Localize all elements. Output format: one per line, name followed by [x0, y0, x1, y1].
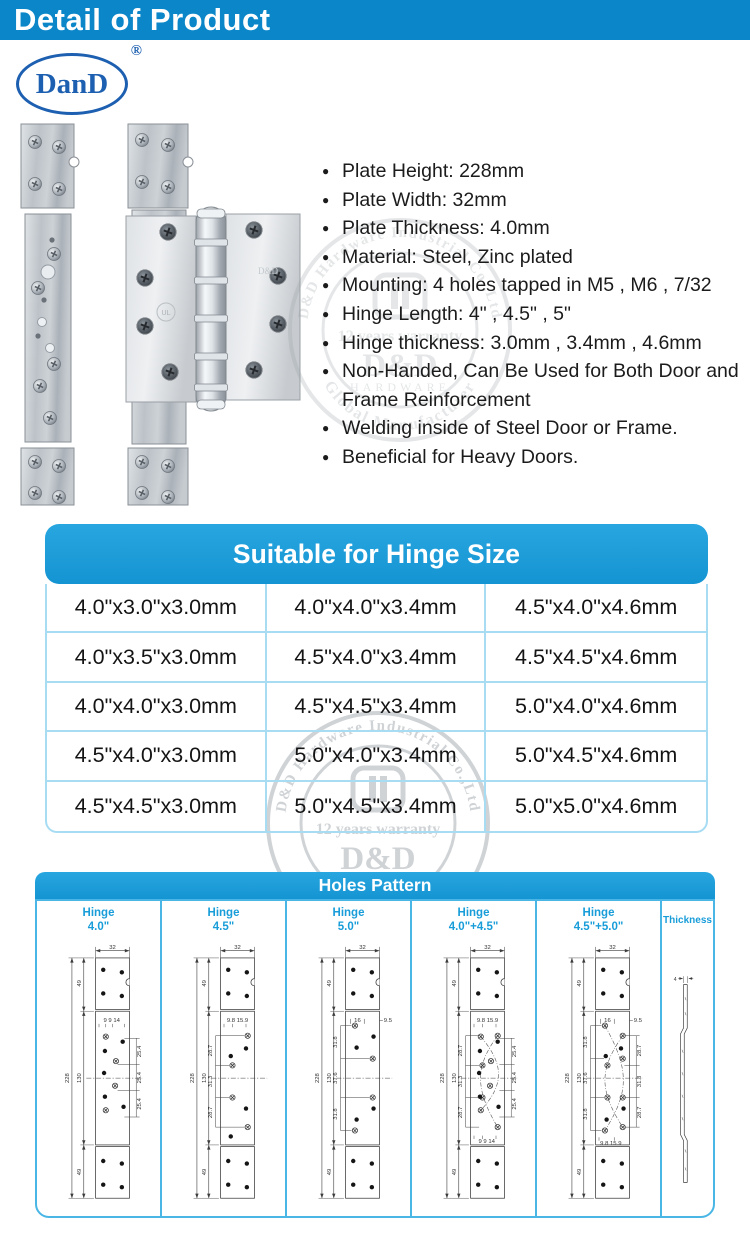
hinge-assembly-photo	[118, 122, 308, 507]
spec-text: Welding inside of Steel Door or Frame.	[342, 417, 678, 440]
size-cell: 4.5"x4.5"x4.6mm	[486, 633, 706, 682]
brand-name: DanD	[35, 67, 109, 100]
svg-text:25.4: 25.4	[136, 1045, 143, 1058]
svg-text:37.6: 37.6	[582, 1072, 589, 1084]
spec-text: Hinge thickness: 3.0mm , 3.4mm , 4.6mm	[342, 331, 702, 354]
thickness-profile-diagram	[667, 941, 709, 1205]
hinge-barrel	[196, 207, 226, 411]
spec-item	[322, 357, 748, 414]
holes-pattern-panel	[35, 899, 715, 1218]
bullet-icon: ●	[322, 306, 330, 321]
spec-text: Non-Handed, Can Be Used for Both Door and Frame Reinforcement	[342, 360, 739, 411]
size-cell: 4.5"x4.0"x4.6mm	[486, 584, 706, 633]
svg-text:9.5: 9.5	[383, 1018, 392, 1025]
col-size: 4.5"	[212, 921, 235, 933]
svg-text:31.3: 31.3	[457, 1075, 464, 1088]
svg-text:9.8 15.9: 9.8 15.9	[226, 1018, 248, 1025]
spec-item	[322, 214, 748, 243]
bullet-icon: ●	[322, 335, 330, 350]
svg-text:25.4: 25.4	[136, 1098, 143, 1110]
drilling-diagram	[546, 941, 652, 1205]
svg-text:31.8: 31.8	[332, 1108, 339, 1120]
col-size: 4.0"	[87, 921, 110, 933]
size-cell: 5.0"x4.0"x4.6mm	[486, 683, 706, 732]
registered-mark: ®	[130, 43, 142, 59]
svg-text:31.8: 31.8	[582, 1108, 589, 1120]
svg-text:25.4: 25.4	[511, 1071, 518, 1084]
size-table-title: Suitable for Hinge Size	[45, 524, 708, 584]
spec-text: Beneficial for Heavy Doors.	[342, 445, 579, 468]
ul-mark-text: UL	[161, 310, 171, 317]
spec-item	[322, 243, 748, 272]
svg-text:9 9 14: 9 9 14	[477, 1139, 495, 1146]
svg-text:4: 4	[673, 976, 677, 983]
spec-text: Hinge Length: 4" , 4.5" , 5"	[342, 302, 571, 325]
bullet-icon: ●	[322, 221, 330, 236]
size-cell: 5.0"x4.0"x3.4mm	[267, 732, 487, 781]
hinge-right-leaf	[226, 214, 300, 400]
col-size: 4.5"+5.0"	[573, 921, 624, 933]
svg-text:16: 16	[353, 1018, 361, 1025]
col-label: Hinge	[332, 907, 365, 919]
svg-text:25.4: 25.4	[511, 1045, 518, 1058]
svg-text:25.4: 25.4	[136, 1071, 143, 1084]
svg-text:16: 16	[603, 1018, 611, 1025]
svg-text:9.8 15.9: 9.8 15.9	[599, 1140, 622, 1147]
hinge-stamp-text: D&D	[258, 266, 278, 276]
col-label: Thickness	[663, 915, 712, 926]
svg-text:28.7: 28.7	[457, 1106, 464, 1119]
drilling-diagram	[421, 941, 527, 1205]
page-title: Detail of Product	[0, 0, 750, 40]
holes-col-hinge-5.0	[287, 901, 412, 1216]
spec-text: Plate Height: 228mm	[342, 160, 525, 182]
size-cell: 4.0"x4.0"x3.4mm	[267, 584, 487, 633]
spec-text: Mounting: 4 holes tapped in M5 , M6 , 7/32	[342, 274, 712, 297]
bullet-icon: ●	[322, 278, 330, 293]
col-label: Hinge	[582, 907, 615, 919]
spec-text: Plate Thickness: 4.0mm	[342, 217, 550, 240]
svg-text:28.7: 28.7	[636, 1106, 643, 1119]
svg-text:9.5: 9.5	[633, 1018, 642, 1025]
drilling-diagram	[171, 941, 277, 1205]
spec-item	[322, 186, 748, 215]
brand-logo	[16, 43, 142, 115]
size-cell: 4.5"x4.5"x3.0mm	[47, 782, 267, 831]
size-cell: 5.0"x4.5"x4.6mm	[486, 732, 706, 781]
size-cell: 5.0"x5.0"x4.6mm	[515, 793, 678, 818]
col-label: Hinge	[207, 907, 240, 919]
hinge-left-leaf	[126, 216, 196, 402]
svg-text:31.3: 31.3	[636, 1075, 643, 1088]
spec-item	[322, 271, 748, 300]
size-table	[45, 584, 708, 833]
size-cell: 4.5"x4.0"x3.0mm	[47, 732, 267, 781]
svg-text:31.3: 31.3	[207, 1075, 214, 1088]
spec-item	[322, 414, 748, 443]
bullet-icon: ●	[322, 249, 330, 264]
holes-col-hinge-4.5	[162, 901, 287, 1216]
spec-list	[322, 157, 748, 472]
size-cell: 4.0"x3.0"x3.0mm	[47, 584, 267, 633]
svg-text:28.7: 28.7	[457, 1044, 464, 1057]
holes-col-hinge-4.0-4.5	[412, 901, 537, 1216]
size-cell: 4.5"x4.5"x3.4mm	[267, 683, 487, 732]
spec-item	[322, 443, 748, 472]
col-label: Hinge	[457, 907, 490, 919]
reinforcement-plate-photo	[8, 122, 80, 507]
col-size: 4.0"+4.5"	[448, 921, 499, 933]
svg-text:28.7: 28.7	[636, 1044, 643, 1057]
holes-col-thickness	[662, 901, 713, 1216]
drilling-diagram	[46, 941, 152, 1205]
svg-text:9 9 14: 9 9 14	[102, 1018, 120, 1025]
spec-item	[322, 157, 748, 186]
bullet-icon: ●	[322, 192, 330, 207]
bullet-icon: ●	[322, 421, 330, 436]
bullet-icon: ●	[322, 364, 330, 379]
svg-text:28.7: 28.7	[207, 1106, 214, 1119]
holes-pattern-title: Holes Pattern	[35, 872, 715, 899]
size-cell: 5.0"x4.5"x3.4mm	[267, 782, 487, 831]
spec-item	[322, 300, 748, 329]
size-cell: 4.0"x4.0"x3.0mm	[47, 683, 267, 732]
svg-text:9.8 15.9: 9.8 15.9	[476, 1018, 498, 1025]
size-cell: 4.5"x4.0"x3.4mm	[267, 633, 487, 682]
bullet-icon: ●	[322, 164, 330, 178]
svg-text:31.8: 31.8	[332, 1036, 339, 1048]
bullet-icon: ●	[322, 449, 330, 464]
col-size: 5.0"	[337, 921, 360, 933]
drilling-diagram	[296, 941, 402, 1205]
spec-text: Plate Width: 32mm	[342, 188, 507, 211]
spec-text: Material: Steel, Zinc plated	[342, 245, 573, 268]
holes-col-hinge-4.0	[37, 901, 162, 1216]
col-label: Hinge	[82, 907, 115, 919]
spec-item	[322, 329, 748, 358]
holes-col-hinge-4.5-5.0	[537, 901, 662, 1216]
svg-text:25.4: 25.4	[511, 1098, 518, 1110]
svg-text:37.6: 37.6	[332, 1072, 339, 1084]
svg-text:31.8: 31.8	[582, 1036, 589, 1048]
size-cell: 4.0"x3.5"x3.0mm	[47, 633, 267, 682]
svg-text:28.7: 28.7	[207, 1044, 214, 1057]
